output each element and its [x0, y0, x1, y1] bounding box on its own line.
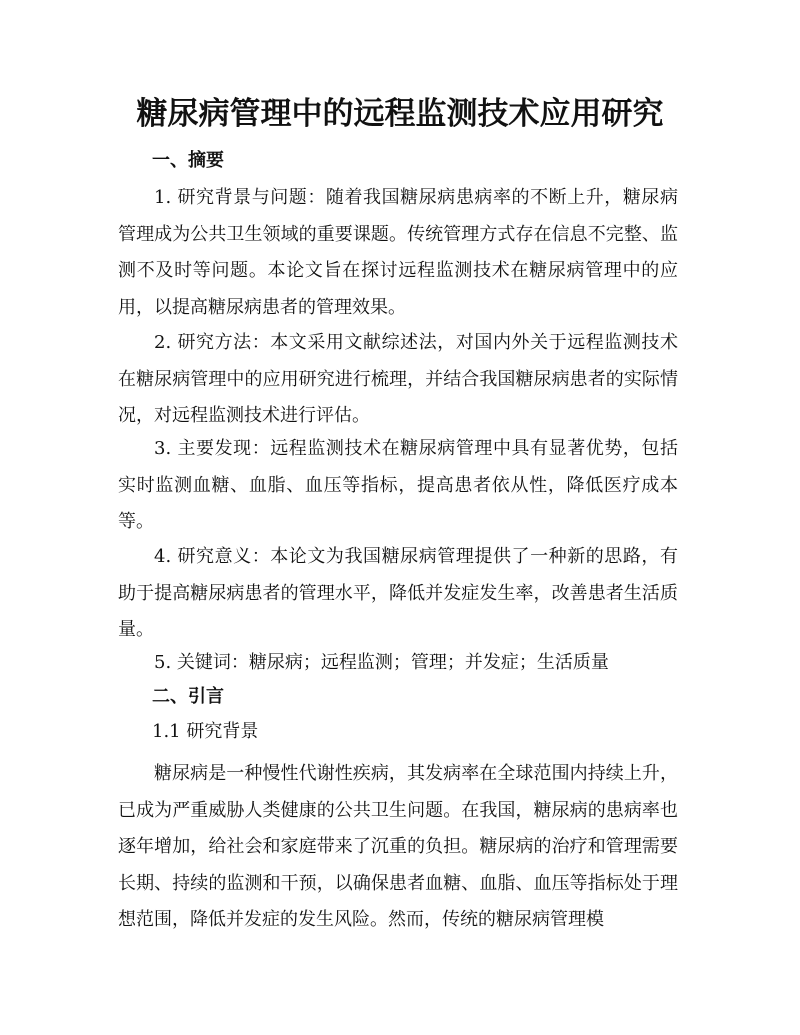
- abstract-item-background: 1. 研究背景与问题：随着我国糖尿病患病率的不断上升，糖尿病管理成为公共卫生领域的重要课题。传统管理方式存在信息不完整、监测不及时等问题。本论文旨在探讨远程监测技术在糖尿病管理中的应用，以提高糖尿病患者的管理效果。: [118, 187, 678, 318]
- abstract-item-significance: 4. 研究意义：本论文为我国糖尿病管理提供了一种新的思路，有助于提高糖尿病患者的管理水平，降低并发症发生率，改善患者生活质量。: [118, 546, 678, 641]
- abstract-item-methods: 2. 研究方法：本文采用文献综述法，对国内外关于远程监测技术在糖尿病管理中的应用研究进行梳理，并结合我国糖尿病患者的实际情况，对远程监测技术进行评估。: [118, 332, 678, 427]
- abstract-item-findings: 3. 主要发现：远程监测技术在糖尿病管理中具有显著优势，包括实时监测血糖、血脂、血压等指标，提高患者依从性，降低医疗成本等。: [118, 438, 678, 533]
- intro-paragraph: 糖尿病是一种慢性代谢性疾病，其发病率在全球范围内持续上升，已成为严重威胁人类健康的公共卫生问题。在我国，糖尿病的患病率也逐年增加，给社会和家庭带来了沉重的负担。糖尿病的治疗和管理需要长期、持续的监测和干预，以确保患者血糖、血脂、血压等指标处于理想范围，降低并发症的发生风险。然而，传统的糖尿病管理模: [118, 763, 678, 931]
- document-title: 糖尿病管理中的远程监测技术应用研究: [136, 96, 664, 132]
- abstract-item-keywords: 5. 关键词：糖尿病；远程监测；管理；并发症；生活质量: [154, 652, 609, 673]
- section-heading-abstract: 一、摘要: [152, 150, 224, 171]
- subsection-heading-background: 1.1 研究背景: [152, 721, 259, 742]
- section-heading-introduction: 二、引言: [152, 686, 224, 707]
